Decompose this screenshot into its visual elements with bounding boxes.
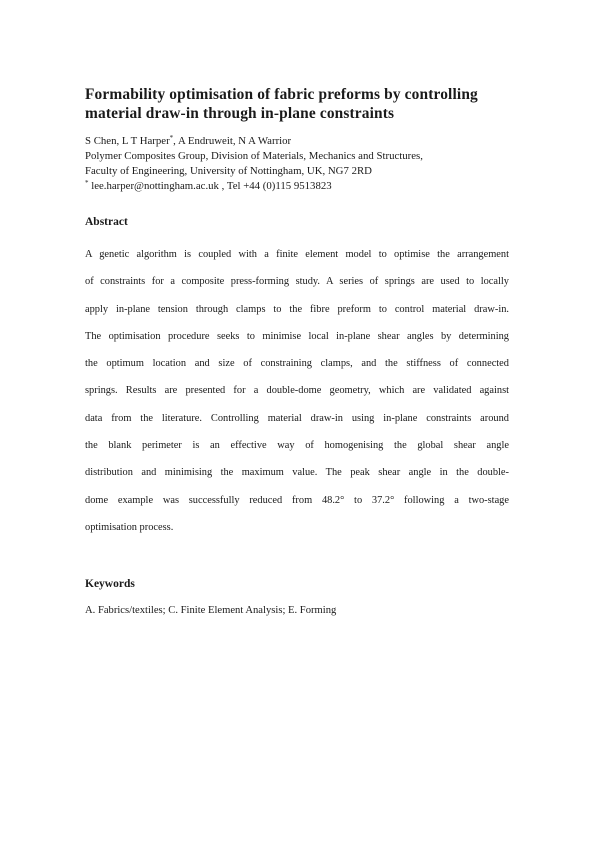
abstract-line: of constraints for a composite press-forming study. A series of springs are used to locally <box>85 276 509 288</box>
author-block <box>85 134 525 194</box>
contact-details: lee.harper@nottingham.ac.uk , Tel +44 (0)115 9513823 <box>88 180 332 192</box>
paper-title <box>85 86 525 123</box>
author-names-rest: , A Endruweit, N A Warrior <box>173 135 292 147</box>
abstract-line: A genetic algorithm is coupled with a finite element model to optimise the arrangement <box>85 249 509 260</box>
keywords-heading: Keywords <box>85 578 135 590</box>
abstract-body <box>85 241 509 541</box>
abstract-line: springs. Results are presented for a double-dome geometry, which are validated against <box>85 385 509 397</box>
abstract-line: the blank perimeter is an effective way of homogenising the global shear angle <box>85 440 509 452</box>
affiliation-line: Faculty of Engineering, University of Nottingham, UK, NG7 2RD <box>85 165 372 177</box>
keywords-text: A. Fabrics/textiles; C. Finite Element Analysis; E. Forming <box>85 605 337 616</box>
abstract-line: dome example was successfully reduced from 48.2° to 37.2° following a two-stage <box>85 494 509 506</box>
abstract-heading: Abstract <box>85 216 128 228</box>
contact-mark: * <box>85 179 89 187</box>
abstract-line: The optimisation procedure seeks to minimise local in-plane shear angles by determining <box>85 330 509 342</box>
abstract-line: the optimum location and size of constraining clamps, and the stiffness of connected <box>85 358 509 370</box>
contact-line <box>85 179 525 194</box>
author-names <box>85 134 525 149</box>
abstract-line: distribution and minimising the maximum value. The peak shear angle in the double- <box>85 467 509 479</box>
title-line: material draw-in through in-plane constraints <box>85 104 395 122</box>
affiliation-line: Polymer Composites Group, Division of Materials, Mechanics and Structures, <box>85 150 423 162</box>
abstract-line: data from the literature. Controlling material draw-in using in-plane constraints around <box>85 412 509 424</box>
abstract-line: apply in-plane tension through clamps to the fibre preform to control material draw-in. <box>85 303 509 315</box>
corresponding-author-mark: * <box>169 134 174 142</box>
author-names-start: S Chen, L T Harper <box>85 135 170 147</box>
title-line: Formability optimisation of fabric preforms by controlling <box>85 86 478 103</box>
abstract-line: optimisation process. <box>85 521 174 533</box>
